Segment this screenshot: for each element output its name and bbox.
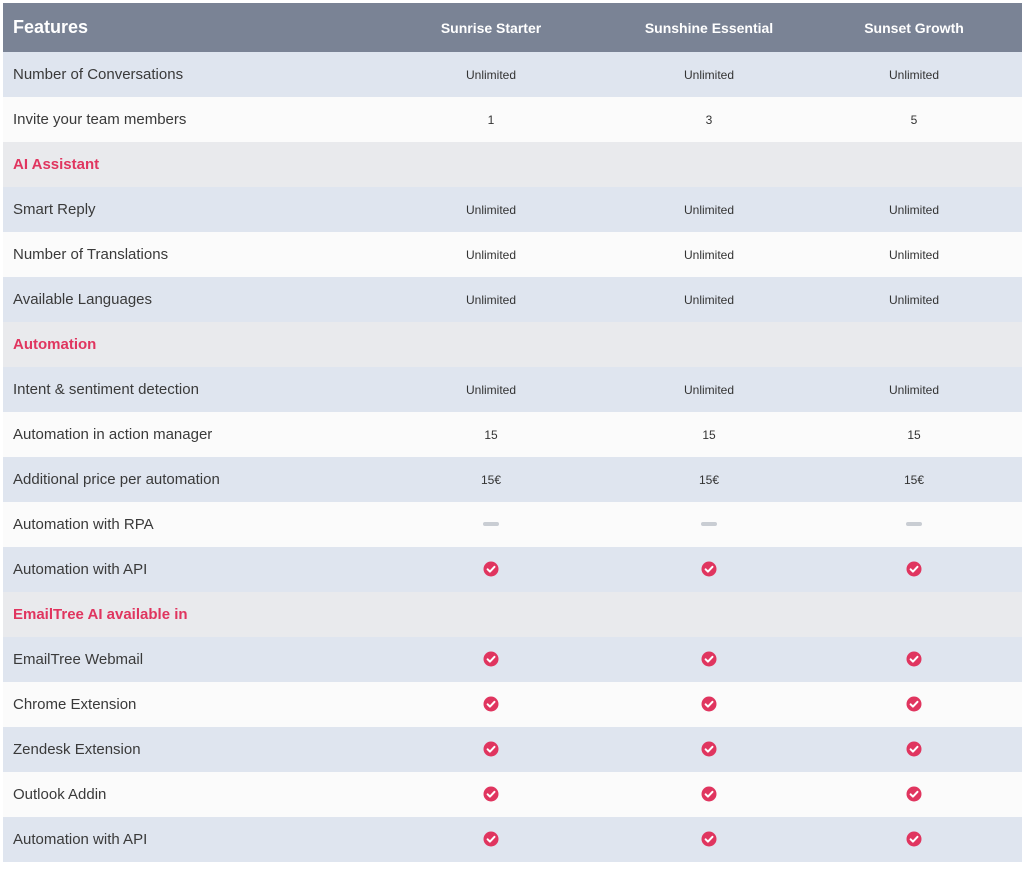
value-text: Unlimited (683, 67, 734, 82)
feature-row (3, 277, 1022, 322)
plan-value (806, 471, 1022, 489)
plan-value (600, 246, 818, 264)
feature-label: Chrome Extension (13, 696, 137, 713)
plan-value (600, 426, 818, 444)
plan-value (600, 381, 818, 399)
value-text: Unlimited (465, 67, 516, 82)
value-text: Unlimited (888, 202, 939, 217)
plan-cell (600, 696, 818, 714)
feature-label: Intent & sentiment detection (13, 381, 199, 398)
feature-row (3, 547, 1022, 592)
feature-label: Automation in action manager (13, 426, 213, 443)
feature-label: Additional price per automation (13, 471, 220, 488)
check-circle-icon (701, 561, 717, 577)
plan-cell (382, 516, 600, 534)
value-text: 5 (910, 112, 918, 127)
plan-cell (382, 741, 600, 759)
feature-label: Smart Reply (13, 201, 96, 218)
value-text: Unlimited (683, 202, 734, 217)
plan-value (806, 291, 1022, 309)
not-included-dash-icon (483, 522, 499, 526)
feature-label: Number of Conversations (13, 66, 184, 83)
plan-cell (600, 741, 818, 759)
plan-value (382, 201, 600, 219)
plan-value (382, 246, 600, 264)
value-text: 15 (484, 427, 498, 442)
plan-header-sunrise-starter: Sunrise Starter (440, 19, 542, 36)
value-text: Unlimited (683, 247, 734, 262)
section-title: AI Assistant (13, 156, 100, 173)
plan-cell (806, 741, 1022, 759)
check-circle-icon (906, 696, 922, 712)
value-text: Unlimited (465, 382, 516, 397)
feature-row (3, 457, 1022, 502)
feature-label: Automation with API (13, 561, 148, 578)
feature-label: Invite your team members (13, 111, 187, 128)
features-header: Features (13, 17, 89, 37)
check-circle-icon (906, 561, 922, 577)
plan-value (806, 426, 1022, 444)
check-circle-icon (483, 696, 499, 712)
plan-value (382, 66, 600, 84)
plan-cell (806, 651, 1022, 669)
plan-cell (382, 831, 600, 849)
pricing-comparison-table (3, 3, 1022, 862)
plan-cell (806, 561, 1022, 579)
plan-value (806, 246, 1022, 264)
feature-row (3, 187, 1022, 232)
plan-cell (600, 831, 818, 849)
check-circle-icon (701, 831, 717, 847)
feature-row (3, 97, 1022, 142)
value-text: 15 (702, 427, 716, 442)
feature-row (3, 772, 1022, 817)
value-text: Unlimited (888, 382, 939, 397)
feature-label: EmailTree Webmail (13, 651, 144, 668)
feature-row (3, 502, 1022, 547)
check-circle-icon (701, 786, 717, 802)
feature-row (3, 412, 1022, 457)
check-circle-icon (483, 831, 499, 847)
value-text: Unlimited (888, 247, 939, 262)
check-circle-icon (483, 651, 499, 667)
not-included-dash-icon (906, 522, 922, 526)
check-circle-icon (906, 786, 922, 802)
check-circle-icon (483, 561, 499, 577)
check-circle-icon (483, 741, 499, 757)
feature-label: Number of Translations (13, 246, 169, 263)
feature-row (3, 367, 1022, 412)
plan-cell (600, 516, 818, 534)
value-text: 15€ (480, 472, 502, 487)
plan-cell (382, 786, 600, 804)
plan-value (382, 381, 600, 399)
section-title: EmailTree AI available in (13, 606, 188, 623)
plan-value (600, 111, 818, 129)
check-circle-icon (483, 786, 499, 802)
not-included-dash-icon (701, 522, 717, 526)
plan-cell (382, 651, 600, 669)
value-text: Unlimited (888, 67, 939, 82)
plan-value (806, 201, 1022, 219)
value-text: Unlimited (888, 292, 939, 307)
plan-value (806, 66, 1022, 84)
feature-label: Zendesk Extension (13, 741, 141, 758)
plan-cell (806, 831, 1022, 849)
plan-value (382, 426, 600, 444)
check-circle-icon (906, 831, 922, 847)
value-text: Unlimited (465, 247, 516, 262)
feature-row (3, 682, 1022, 727)
section-row (3, 592, 1022, 637)
plan-cell (600, 651, 818, 669)
plan-header-sunset-growth: Sunset Growth (864, 19, 964, 36)
check-circle-icon (701, 741, 717, 757)
feature-row (3, 52, 1022, 97)
plan-value (806, 111, 1022, 129)
plan-value (382, 471, 600, 489)
value-text: 3 (705, 112, 713, 127)
plan-value (600, 471, 818, 489)
plan-value (382, 291, 600, 309)
check-circle-icon (906, 741, 922, 757)
value-text: 15€ (698, 472, 720, 487)
plan-cell (806, 786, 1022, 804)
section-row (3, 142, 1022, 187)
value-text: 1 (487, 112, 495, 127)
feature-row (3, 637, 1022, 682)
section-title: Automation (13, 336, 97, 353)
check-circle-icon (701, 696, 717, 712)
plan-cell (382, 561, 600, 579)
plan-value (382, 111, 600, 129)
check-circle-icon (906, 651, 922, 667)
table-header (3, 3, 1022, 52)
check-circle-icon (701, 651, 717, 667)
value-text: 15€ (903, 472, 925, 487)
feature-row (3, 817, 1022, 862)
plan-value (600, 291, 818, 309)
value-text: Unlimited (465, 202, 516, 217)
value-text: 15 (907, 427, 921, 442)
plan-value (600, 66, 818, 84)
value-text: Unlimited (683, 382, 734, 397)
feature-label: Automation with API (13, 831, 148, 848)
feature-label: Automation with RPA (13, 516, 154, 533)
plan-cell (806, 696, 1022, 714)
feature-row (3, 727, 1022, 772)
plan-cell (600, 786, 818, 804)
plan-cell (382, 696, 600, 714)
feature-row (3, 232, 1022, 277)
plan-value (806, 381, 1022, 399)
table-body (3, 52, 1022, 862)
value-text: Unlimited (683, 292, 734, 307)
feature-label: Outlook Addin (13, 786, 107, 803)
section-row (3, 322, 1022, 367)
value-text: Unlimited (465, 292, 516, 307)
plan-header-sunshine-essential: Sunshine Essential (644, 19, 774, 36)
plan-cell (600, 561, 818, 579)
plan-cell (806, 516, 1022, 534)
plan-value (600, 201, 818, 219)
feature-label: Available Languages (13, 291, 153, 308)
